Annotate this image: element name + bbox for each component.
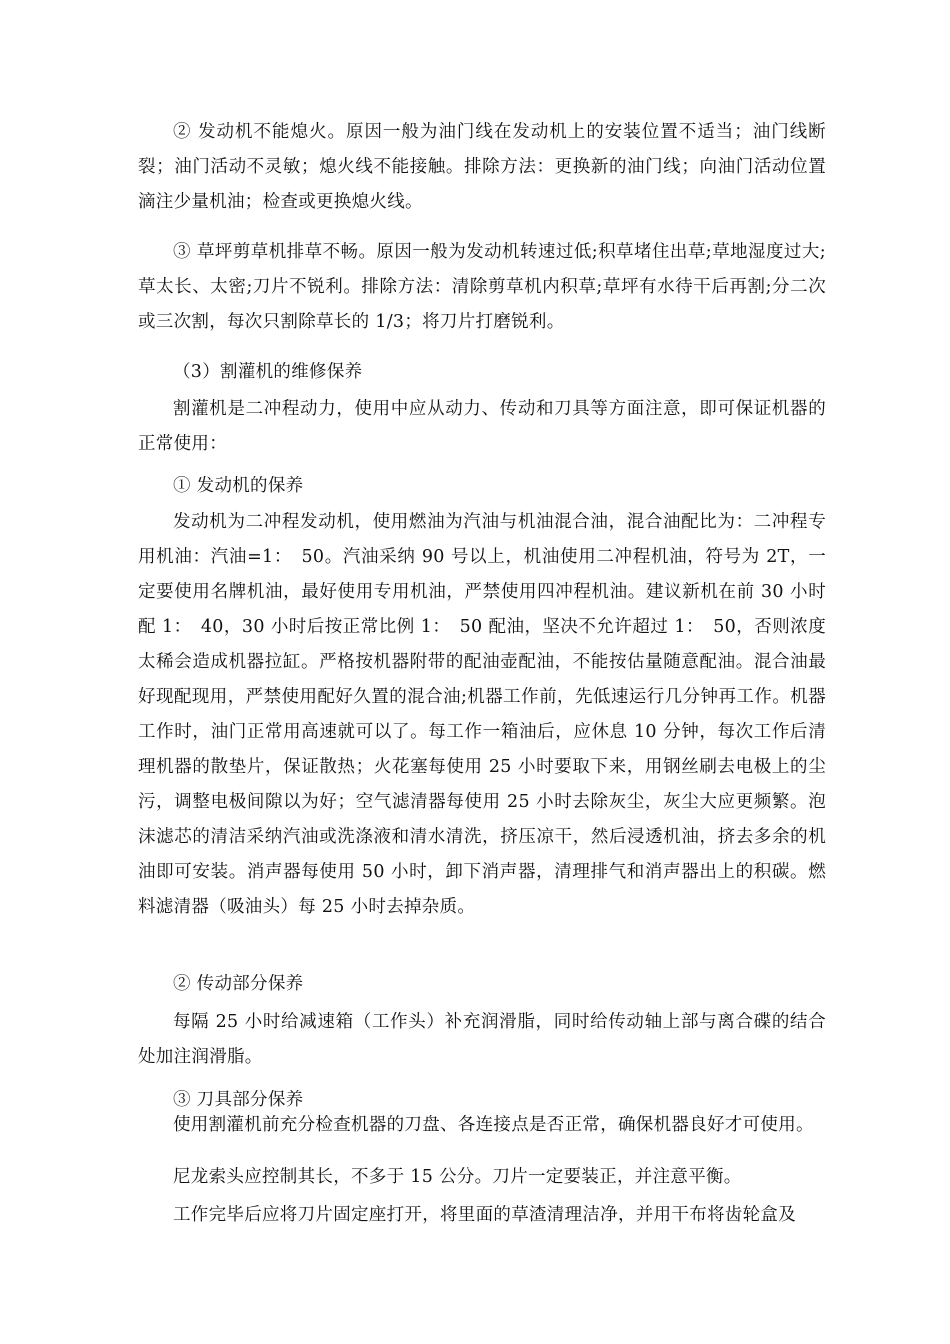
subheading-transmission-maintenance: ② 传动部分保养 [173,974,304,994]
subheading-engine-maintenance: ① 发动机的保养 [173,476,304,496]
paragraph-grass-discharge: ③ 草坪剪草机排草不畅。原因一般为发动机转速过低;积草堵住出草;草地湿度过大;草太长、太密;刀片不锐利。排除方法：清除剪草机内积草;草坪有水待干后再割;分二次或三次割，每次只割除草长的 1/3；将刀片打磨锐利。 [138,242,826,332]
section-heading-brush-cutter: （3）割灌机的维修保养 [173,362,363,382]
paragraph-transmission-maintenance: 每隔 25 小时给减速箱（工作头）补充润滑脂，同时给传动轴上部与离合碟的结合处加注润滑脂。 [138,1012,826,1067]
paragraph-nylon-line: 尼龙索头应控制其长，不多于 15 公分。刀片一定要装正，并注意平衡。 [173,1167,742,1187]
paragraph-blade-check: 使用割灌机前充分检查机器的刀盘、各连接点是否正常，确保机器良好才可使用。 [173,1115,814,1135]
paragraph-after-work: 工作完毕后应将刀片固定座打开，将里面的草渣清理洁净，并用干布将齿轮盒及 [173,1205,796,1225]
paragraph-engine-no-stop: ② 发动机不能熄火。原因一般为油门线在发动机上的安装位置不适当；油门线断裂；油门活动不灵敏；熄火线不能接触。排除方法：更换新的油门线；向油门活动位置滴注少量机油；检查或更换熄火线。 [138,122,826,212]
paragraph-engine-maintenance: 发动机为二冲程发动机，使用燃油为汽油与机油混合油，混合油配比为：二冲程专用机油：汽油=1： 50。汽油采纳 90 号以上，机油使用二冲程机油，符号为 2T，一定要使用名牌机油，最好使用专用机油，严禁使用四冲程机油。建议新机在前 30 小时配 1： 40，30 小时后按正常比例 1： 50 配油，坚决不允许超过 1： 50，否则浓度太稀会造成机器拉缸。严格按机器附带的配油壶配油，不能按估量随意配油。混合油最好现配现用，严禁使用配好久置的混合油;机器工作前，先低速运行几分钟再工作。机器工作时，油门正常用高速就可以了。每工作一箱油后，应休息 10 分钟，每次工作后清理机器的散垫片，保证散热；火花塞每使用 25 小时要取下来，用钢丝刷去电极上的尘污，调整电极间隙以为好；空气滤清器每使用 25 小时去除灰尘，灰尘大应更频繁。泡沫滤芯的清洁采纳汽油或洗涤液和清水清洗，挤压凉干，然后浸透机油，挤去多余的机油即可安装。消声器每使用 50 小时，卸下消声器，清理排气和消声器出上的积碳。燃料滤清器（吸油头）每 25 小时去掉杂质。 [138,512,826,917]
paragraph-brush-cutter-intro: 割灌机是二冲程动力，使用中应从动力、传动和刀具等方面注意，即可保证机器的正常使用： [138,399,826,454]
subheading-blade-maintenance: ③ 刀具部分保养 [173,1090,304,1110]
